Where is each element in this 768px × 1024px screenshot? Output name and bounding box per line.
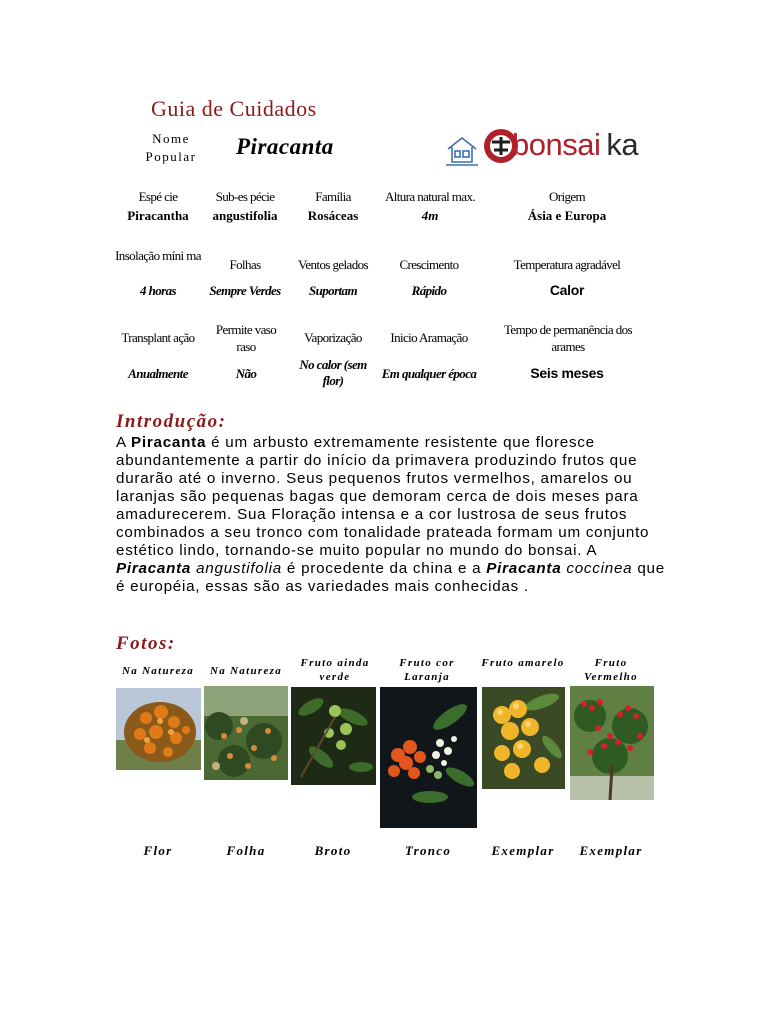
photo-exemplar-vermelho: [570, 686, 654, 800]
value-vaporizacao: No calor (sem flor): [299, 357, 367, 388]
photo-label-4: Fruto cor Laranja: [399, 657, 455, 683]
value-origem: Ásia e Europa: [527, 208, 607, 223]
intro-text-2: é um arbusto extremamente resistente que floresce abundantemente a partir do início da primavera produzindo frutos que durarão até o inverno. Seus pequenos frutos vermelhos, amarelos ou laranjas são pequenas bagas que demoram cerca de dois meses para amadurecerem. Sua Floração intensa e a cor lustrosa de seus frutos combinados a seu tronco com tonalidade prateada formam um conjunto estético lindo, tornando-se muito popular no mundo do bonsai. A: [116, 434, 650, 559]
value-subespecie: angustifolia: [212, 208, 278, 223]
value-transplantacao: Anualmente: [128, 366, 188, 381]
intro-text-1: A: [116, 434, 132, 451]
photo-label-5: Fruto amarelo: [481, 657, 565, 669]
label-inicio-aramacao: Inicio Aramação: [390, 330, 468, 345]
label-transplantacao: Transplant ação: [121, 330, 195, 345]
intro-italic-1: angustifolia: [191, 560, 282, 577]
caption-3: Broto: [314, 843, 352, 858]
label-vaso-raso: Permite vaso raso: [215, 322, 277, 354]
value-folhas: Sempre Verdes: [209, 283, 281, 298]
photo-broto: [291, 687, 376, 785]
value-vaso-raso: Não: [235, 366, 257, 381]
intro-bold-2: Piracanta: [116, 560, 192, 577]
caption-6: Exemplar: [579, 843, 643, 858]
label-vaporizacao: Vaporização: [304, 330, 362, 345]
intro-paragraph: [116, 434, 672, 596]
value-temperatura: Calor: [549, 282, 585, 298]
label-origem: Origem: [548, 189, 586, 204]
label-crescimento: Crescimento: [399, 257, 459, 272]
label-ventos: Ventos gelados: [298, 257, 368, 272]
value-ventos: Suportam: [309, 283, 357, 298]
intro-bold-1: Piracanta: [131, 434, 207, 451]
value-familia: Rosáceas: [307, 208, 359, 223]
photos-heading: Fotos:: [116, 633, 176, 654]
caption-1: Flor: [143, 843, 173, 858]
label-subespecie: Sub-es pécie: [215, 189, 275, 204]
nome-popular-label: Nome Popular: [145, 131, 197, 164]
nome-popular-value: Piracanta: [236, 134, 334, 159]
intro-italic-2: coccinea: [561, 560, 633, 577]
photo-label-1: Na Natureza: [121, 665, 195, 677]
intro-text-4: que é européia, essas são as variedades mais conhecidas .: [116, 560, 665, 595]
label-insolacao: Insolação míni ma: [115, 248, 201, 263]
label-tempo-arames: Tempo de permanência dos arames: [504, 322, 632, 354]
photo-label-2: Na Natureza: [209, 665, 283, 677]
label-especie: Espé cie: [138, 189, 178, 204]
logo-word-ka: ka: [606, 127, 639, 162]
photo-flor: [116, 688, 201, 770]
page-title: Guia de Cuidados: [151, 96, 317, 121]
value-altura: 4m: [421, 208, 439, 223]
caption-4: Tronco: [404, 843, 452, 858]
caption-2: Folha: [226, 843, 266, 858]
label-familia: Família: [315, 189, 351, 204]
value-crescimento: Rápido: [411, 283, 447, 298]
label-altura: Altura natural max.: [384, 189, 476, 204]
photo-label-3: Fruto ainda verde: [300, 657, 370, 683]
intro-text-3: é procedente da china e a: [281, 560, 487, 577]
intro-bold-3: Piracanta: [486, 560, 562, 577]
intro-heading: Introdução:: [116, 411, 227, 432]
photo-exemplar-amarelo: [482, 687, 565, 789]
label-temperatura: Temperatura agradável: [513, 257, 621, 272]
photo-tronco: [380, 687, 477, 828]
value-insolacao: 4 horas: [140, 283, 176, 298]
value-especie: Piracantha: [127, 208, 189, 223]
value-tempo-arames: Seis meses: [530, 365, 604, 381]
logo-word-bonsai: bonsai: [512, 127, 601, 162]
photo-folha: [204, 686, 288, 780]
value-inicio-aramacao: Em qualquer época: [381, 366, 477, 381]
label-folhas: Folhas: [229, 257, 261, 272]
logo-text: [512, 127, 638, 163]
photo-label-6: Fruto Vermelho: [584, 657, 638, 683]
caption-5: Exemplar: [491, 843, 555, 858]
